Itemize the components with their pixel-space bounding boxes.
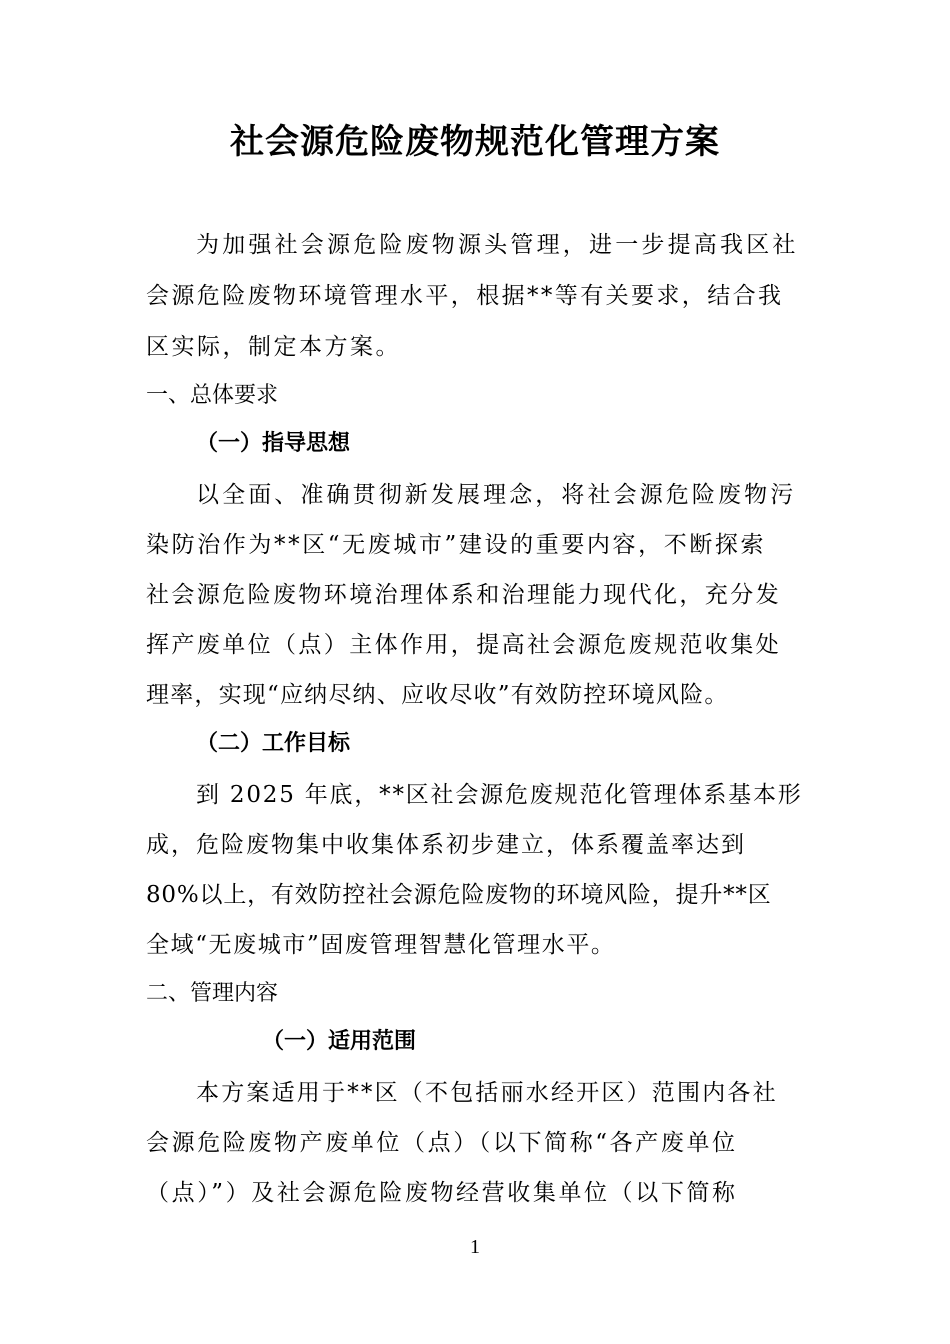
- guiding-line-5: 理率，实现“应纳尽纳、应收尽收”有效防控环境风险。: [146, 682, 729, 708]
- goal-line-1: 到 2025 年底，**区社会源危废规范化管理体系基本形: [196, 782, 803, 808]
- scope-line-3: （点）”）及社会源危险废物经营收集单位（以下简称: [146, 1180, 738, 1206]
- guiding-line-3: 社会源危险废物环境治理体系和治理能力现代化，充分发: [146, 582, 781, 608]
- scope-line-2: 会源危险废物产废单位（点）（以下简称“各产废单位: [146, 1130, 738, 1156]
- scope-line-1: 本方案适用于**区（不包括丽水经开区）范围内各社: [196, 1080, 778, 1106]
- section-1-sub-1-heading: （一）指导思想: [196, 431, 351, 456]
- intro-line-2: 会源危险废物环境管理水平，根据**等有关要求，结合我: [146, 283, 784, 309]
- section-2-heading: 二、管理内容: [146, 981, 279, 1006]
- intro-line-3: 区实际，制定本方案。: [146, 334, 401, 360]
- guiding-line-2: 染防治作为**区“无废城市”建设的重要内容，不断探索: [146, 532, 767, 558]
- guiding-line-4: 挥产废单位（点）主体作用，提高社会源危废规范收集处: [146, 632, 781, 658]
- intro-line-1: 为加强社会源危险废物源头管理，进一步提高我区社: [196, 232, 799, 258]
- page-number: 1: [470, 1236, 480, 1258]
- document-title: 社会源危险废物规范化管理方案: [230, 122, 720, 162]
- goal-line-4: 全域“无废城市”固废管理智慧化管理水平。: [146, 932, 616, 958]
- section-2-sub-1-heading: （一）适用范围: [262, 1029, 417, 1054]
- goal-line-3: 80%以上，有效防控社会源危险废物的环境风险，提升**区: [146, 882, 772, 908]
- section-1-sub-2-heading: （二）工作目标: [196, 731, 351, 756]
- goal-line-2: 成，危险废物集中收集体系初步建立，体系覆盖率达到: [146, 832, 746, 858]
- guiding-line-1: 以全面、准确贯彻新发展理念，将社会源危险废物污: [196, 482, 797, 508]
- section-1-heading: 一、总体要求: [146, 383, 279, 408]
